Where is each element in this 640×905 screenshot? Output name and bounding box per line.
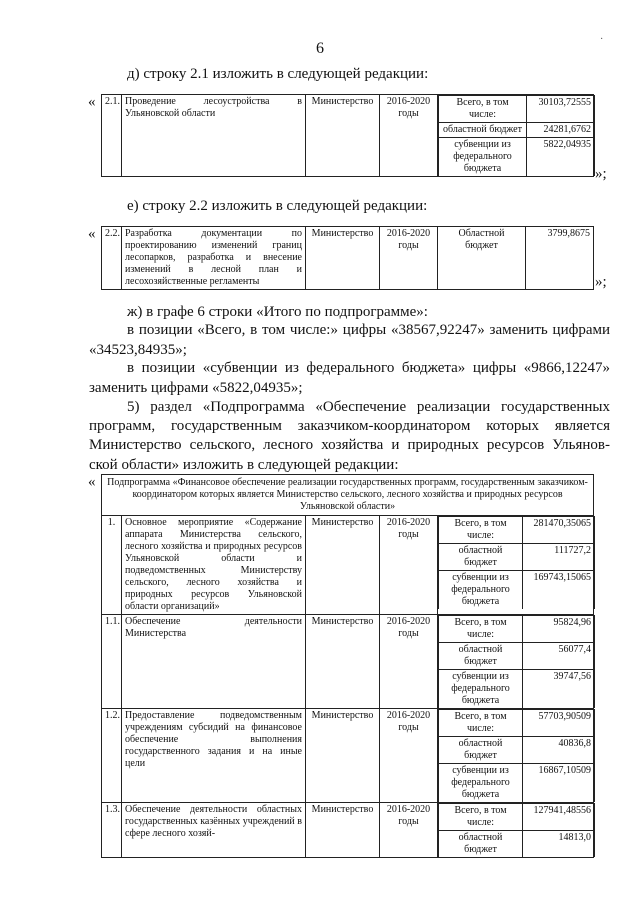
section-zh-line-1: ж) в графе 6 строки «Итого по подпрограмме»: bbox=[127, 304, 428, 320]
section-zh-line-9: ской области» изложить в следующей редакции: bbox=[89, 457, 399, 473]
funding-label: областной бюджет bbox=[439, 737, 523, 764]
funding-row bbox=[439, 764, 595, 803]
funding-cell bbox=[438, 709, 594, 803]
row-executor: Министерство bbox=[306, 709, 380, 803]
funding-label: областной бюджет bbox=[439, 123, 527, 138]
funding-row bbox=[439, 138, 595, 177]
page-number: 6 bbox=[316, 40, 324, 57]
funding-row bbox=[439, 616, 595, 643]
funding-value: 24281,6762 bbox=[527, 123, 595, 138]
section-zh-line-5: заменить цифрами «5822,04935»; bbox=[89, 380, 303, 396]
row-name: Обеспечение деятельности Министерства bbox=[122, 615, 306, 709]
funding-row bbox=[439, 96, 595, 123]
row-name: Обеспечение деятельности областных государственных казённых учреждений в сфере лесного хозяй- bbox=[122, 803, 306, 858]
funding-value: 111727,2 bbox=[523, 544, 595, 571]
funding-value: 281470,35065 bbox=[523, 517, 595, 544]
funding-cell bbox=[438, 95, 594, 177]
section-zh-line-7: программ, государственным заказчиком-координатором которых является bbox=[89, 418, 610, 434]
row-number: 1.2. bbox=[102, 709, 122, 803]
row-name: Проведение лесоустройства в Ульяновской области bbox=[122, 95, 306, 177]
funding-value: 57703,90509 bbox=[523, 710, 595, 737]
row-funding-value: 3799,8675 bbox=[526, 227, 594, 290]
funding-row bbox=[439, 123, 595, 138]
funding-label: областной бюджет bbox=[439, 544, 523, 571]
funding-value: 5822,04935 bbox=[527, 138, 595, 177]
row-number: 2.1. bbox=[102, 95, 122, 177]
funding-cell bbox=[438, 615, 594, 709]
section-d-heading: д) строку 2.1 изложить в следующей редакции: bbox=[127, 66, 429, 82]
funding-cell bbox=[438, 516, 594, 615]
funding-value: 127941,48556 bbox=[523, 804, 595, 831]
table-row bbox=[102, 709, 594, 803]
funding-row bbox=[439, 831, 595, 858]
funding-value: 14813,0 bbox=[523, 831, 595, 858]
row-funding-source: Областной бюджет bbox=[438, 227, 526, 290]
row-name: Основное мероприятие «Содержание аппарата Министерства сельского, лесного хозяйства и природных ресурсов Ульяновской области и подведомственных Министерству сельского, лесного хозяйства и природных ресурсов Ульяновской области организаций» bbox=[122, 516, 306, 615]
section-zh-line-8: Министерство сельского, лесного хозяйства и природных ресурсов Ульянов- bbox=[89, 437, 610, 453]
section-e-heading: е) строку 2.2 изложить в следующей редакции: bbox=[127, 198, 428, 214]
table-row bbox=[102, 227, 594, 290]
funding-row bbox=[439, 804, 595, 831]
funding-label: Всего, в том числе: bbox=[439, 96, 527, 123]
row-years: 2016-2020 годы bbox=[380, 709, 438, 803]
section-d-close-quote: »; bbox=[595, 166, 607, 182]
row-number: 1.1. bbox=[102, 615, 122, 709]
section-zh-line-6: 5) раздел «Подпрограмма «Обеспечение реализации государственных bbox=[127, 399, 610, 415]
funding-row bbox=[439, 571, 595, 610]
row-name: Разработка документации по проектированию изменений границ лесопарков, разработка и внесение изменений в лесной план и лесохозяйственные регламенты bbox=[122, 227, 306, 290]
funding-value: 95824,96 bbox=[523, 616, 595, 643]
row-executor: Министерство bbox=[306, 615, 380, 709]
row-years: 2016-2020 годы bbox=[380, 516, 438, 615]
section-e-open-quote: « bbox=[88, 226, 96, 242]
funding-value: 169743,15065 bbox=[523, 571, 595, 610]
funding-row bbox=[439, 737, 595, 764]
row-name: Предоставление подведомственным учреждениям субсидий на финансовое обеспечение выполнения государственного задания и на иные цели bbox=[122, 709, 306, 803]
subprogram-header: Подпрограмма «Финансовое обеспечение реализации государственных программ, государственным заказчиком-координатором которых является Министерство сельского, лесного хозяйства и природных ресурсов Ульяновской области» bbox=[102, 475, 594, 516]
funding-value: 40836,8 bbox=[523, 737, 595, 764]
big-table-open-quote: « bbox=[88, 474, 96, 490]
funding-subtable bbox=[438, 95, 595, 176]
funding-label: субвенции из федерального бюджета bbox=[439, 764, 523, 803]
funding-label: Всего, в том числе: bbox=[439, 616, 523, 643]
funding-label: областной бюджет bbox=[439, 831, 523, 858]
table-header-row bbox=[102, 475, 594, 516]
row-executor: Министерство bbox=[306, 227, 380, 290]
funding-cell bbox=[438, 803, 594, 858]
section-d-open-quote: « bbox=[88, 94, 96, 110]
table-row bbox=[102, 95, 594, 177]
subprogram-table bbox=[101, 474, 594, 858]
table-row-2-1 bbox=[101, 94, 594, 177]
funding-label: субвенции из федерального бюджета bbox=[439, 571, 523, 610]
funding-row bbox=[439, 544, 595, 571]
row-years: 2016-2020 годы bbox=[380, 227, 438, 290]
row-executor: Министерство bbox=[306, 803, 380, 858]
table-row bbox=[102, 516, 594, 615]
table-row-2-2 bbox=[101, 226, 594, 290]
funding-label: субвенции из федерального бюджета bbox=[439, 670, 523, 709]
funding-row bbox=[439, 517, 595, 544]
row-years: 2016-2020 годы bbox=[380, 95, 438, 177]
funding-value: 30103,72555 bbox=[527, 96, 595, 123]
funding-label: областной бюджет bbox=[439, 643, 523, 670]
funding-row bbox=[439, 670, 595, 709]
row-executor: Министерство bbox=[306, 516, 380, 615]
row-number: 2.2. bbox=[102, 227, 122, 290]
funding-subtable bbox=[438, 516, 595, 609]
funding-value: 16867,10509 bbox=[523, 764, 595, 803]
funding-label: субвенции из федерального бюджета bbox=[439, 138, 527, 177]
section-zh-line-3: «34523,84935»; bbox=[89, 342, 187, 358]
funding-row bbox=[439, 643, 595, 670]
funding-subtable bbox=[438, 709, 595, 802]
section-zh-line-2: в позиции «Всего, в том числе:» цифры «38567,92247» заменить цифрами bbox=[127, 322, 610, 338]
row-number: 1. bbox=[102, 516, 122, 615]
section-zh-line-4: в позиции «субвенции из федерального бюджета» цифры «9866,12247» bbox=[127, 360, 610, 376]
funding-row bbox=[439, 710, 595, 737]
corner-mark: · bbox=[600, 34, 604, 45]
funding-subtable bbox=[438, 803, 595, 857]
row-number: 1.3. bbox=[102, 803, 122, 858]
funding-label: Всего, в том числе: bbox=[439, 804, 523, 831]
row-years: 2016-2020 годы bbox=[380, 615, 438, 709]
table-row bbox=[102, 615, 594, 709]
section-e-close-quote: »; bbox=[595, 274, 607, 290]
funding-value: 39747,56 bbox=[523, 670, 595, 709]
row-years: 2016-2020 годы bbox=[380, 803, 438, 858]
table-row bbox=[102, 803, 594, 858]
funding-label: Всего, в том числе: bbox=[439, 710, 523, 737]
funding-subtable bbox=[438, 615, 595, 708]
funding-value: 56077,4 bbox=[523, 643, 595, 670]
funding-label: Всего, в том числе: bbox=[439, 517, 523, 544]
row-executor: Министерство bbox=[306, 95, 380, 177]
